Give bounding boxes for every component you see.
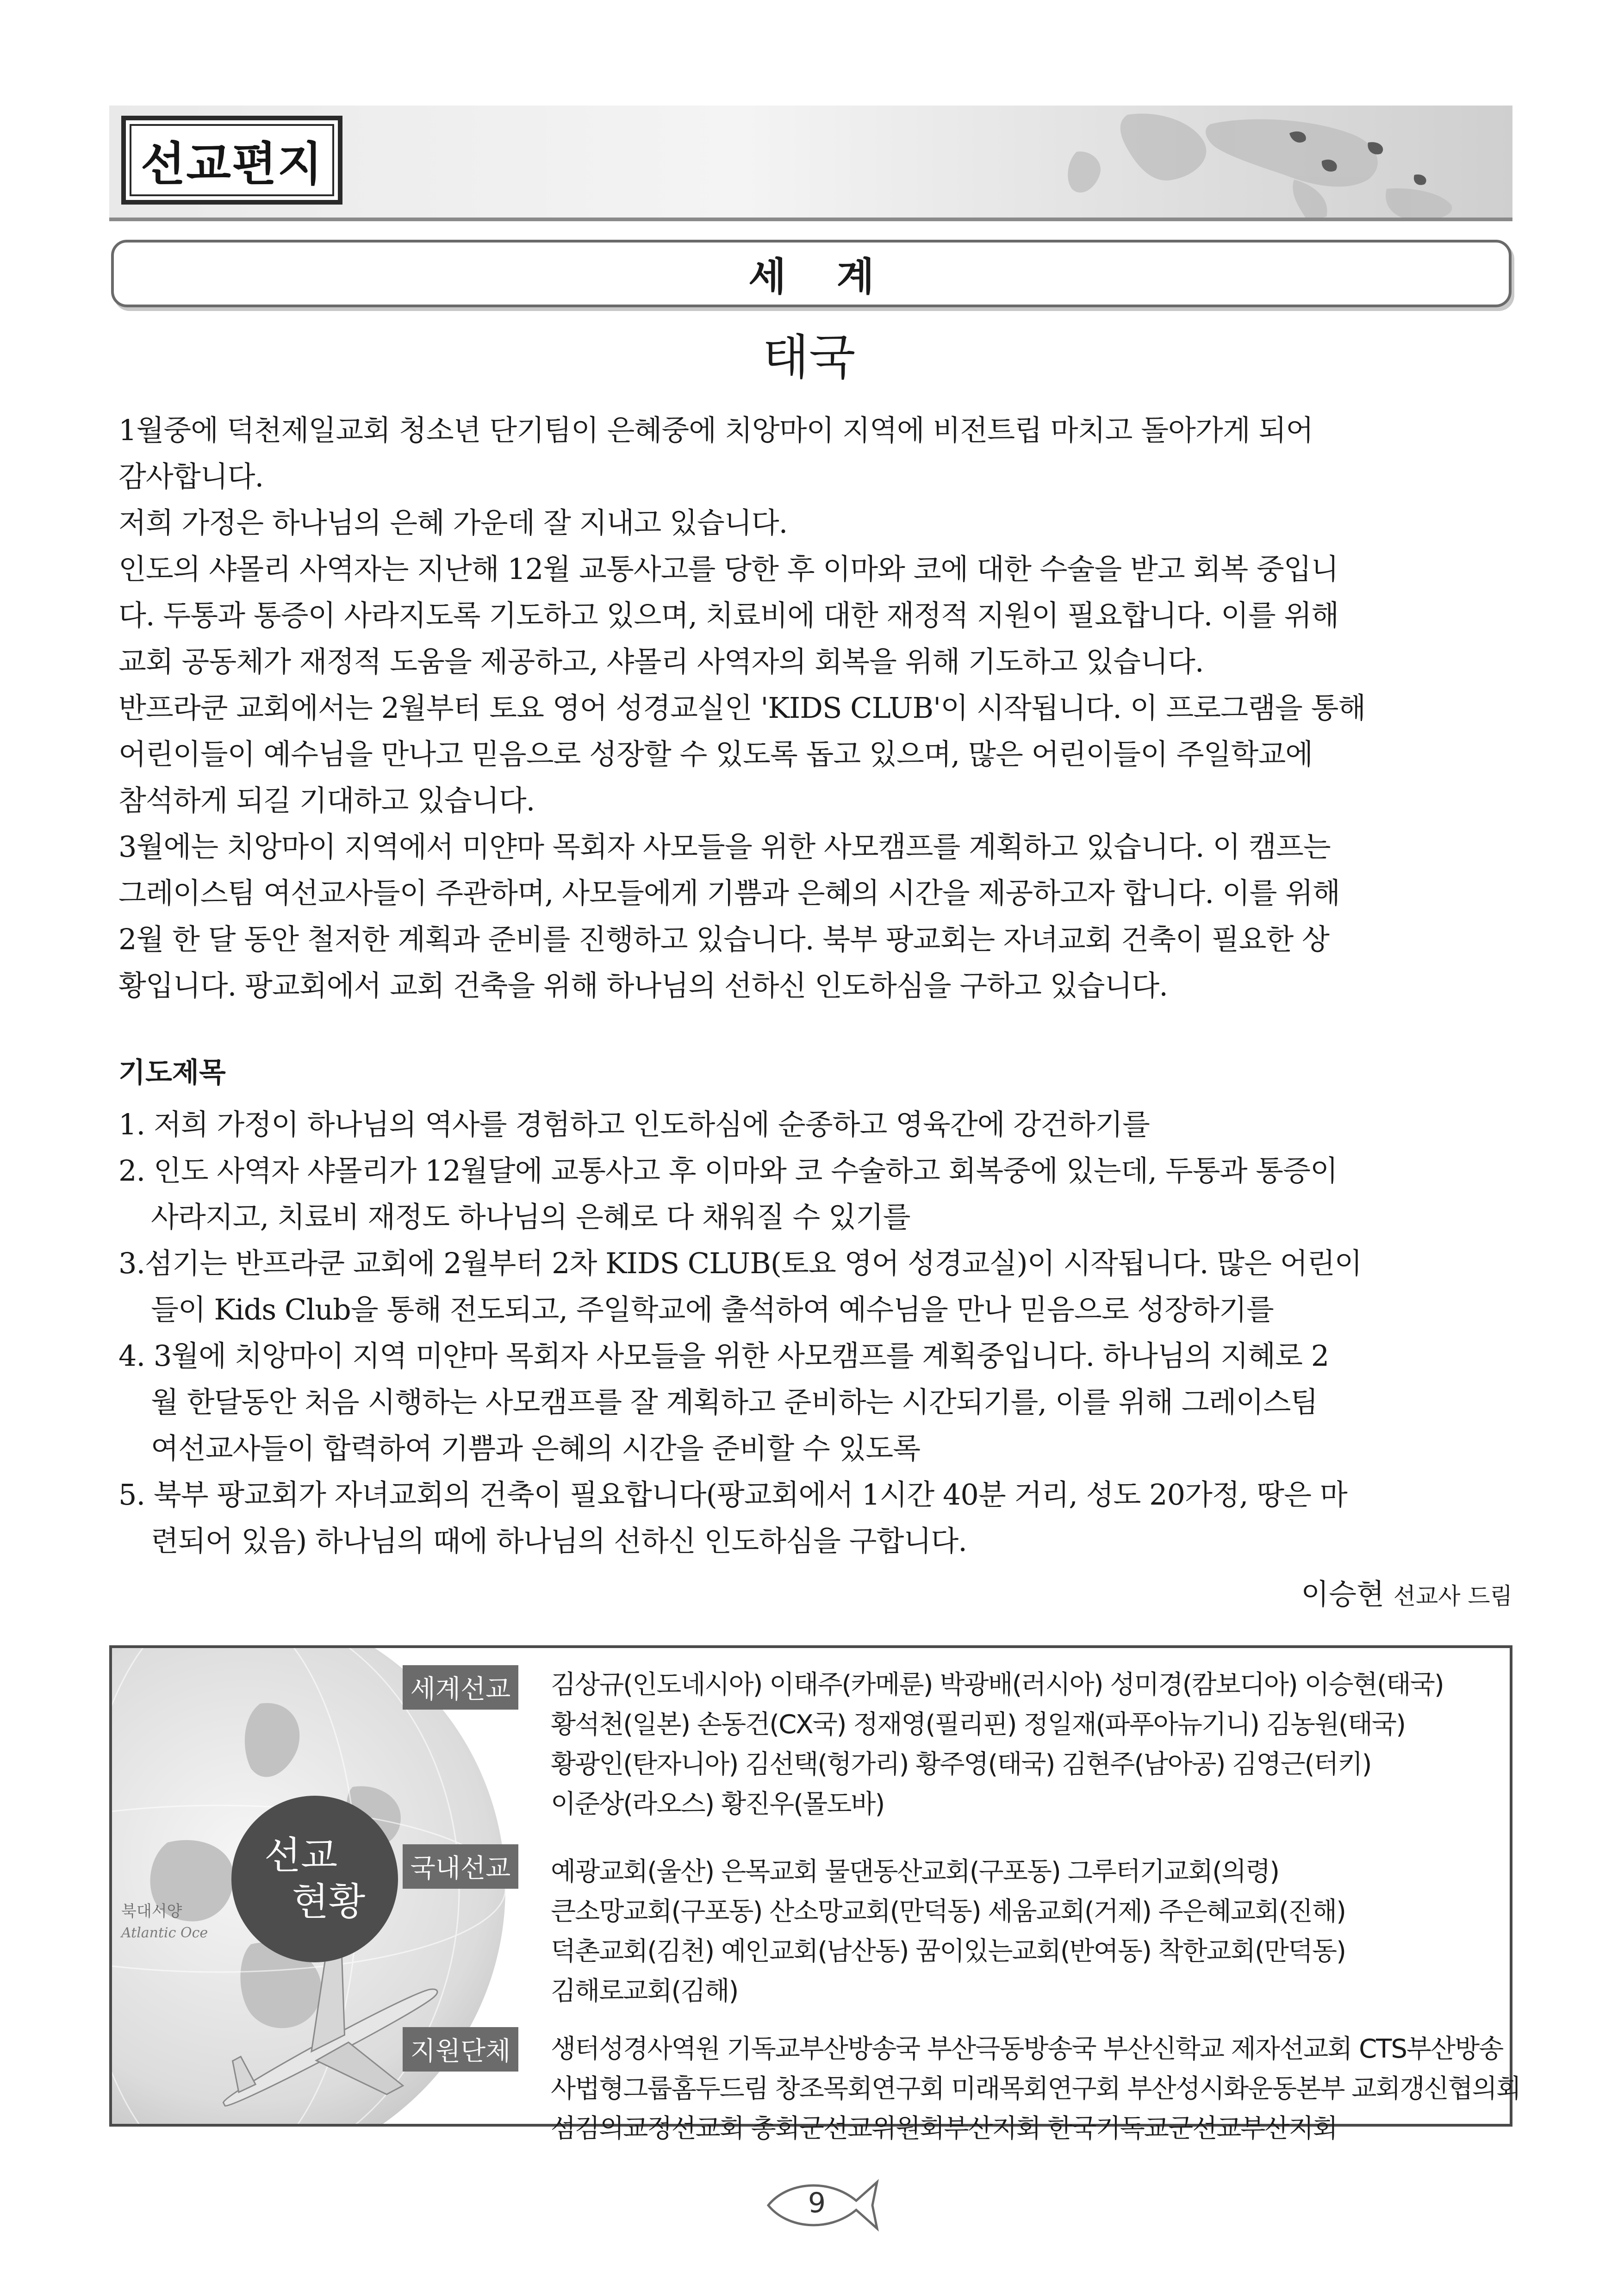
page-number: 9 [808,2187,826,2219]
category-tag-domestic: 국내선교 [403,1844,518,1889]
letter-line: 황입니다. 팡교회에서 교회 건축을 위해 하나님의 선하신 인도하심을 구하고 있습니다. [118,969,1168,1002]
category-line: 황석천(일본) 손동건(CX국) 정재영(필리핀) 정일재(파푸아뉴기니) 김농원(태국) [551,1710,1405,1740]
category-line: 생터성경사역원 기독교부산방송국 부산극동방송국 부산신학교 제자선교회 CTS부산방송 [551,2034,1503,2064]
signature-name: 이승현 [1301,1577,1384,1611]
badge-line-1: 선교 [264,1834,338,1878]
category-line: 예광교회(울산) 은목교회 물댄동산교회(구포동) 그루터기교회(의령) [551,1857,1279,1887]
category-list-domestic [551,1852,1504,2011]
prayer-item-continuation: 들이 Kids Club을 통해 전도되고, 주일학교에 출석하여 예수님을 만나 믿음으로 성장하기를 [151,1293,1274,1326]
letter-line: 어린이들이 예수님을 만나고 믿음으로 성장할 수 있도록 돕고 있으며, 많은 어린이들이 주일학교에 [118,737,1313,771]
prayer-item: 5. 북부 팡교회가 자녀교회의 건축이 필요합니다(팡교회에서 1시간 40분 거리, 성도 20가정, 땅은 마 [118,1478,1347,1512]
letter-line: 인도의 샤몰리 사역자는 지난해 12월 교통사고를 당한 후 이마와 코에 대한 수술을 받고 회복 중입니 [118,552,1338,586]
prayer-list [118,1101,1512,1564]
page-title-box [121,116,342,205]
category-line: 섬김의교정선교회 총회군선교위원회부산지회 한국기독교군선교부산지회 [551,2114,1337,2144]
section-header [111,240,1512,307]
globe-text-ocean-en: Atlantic Oce [121,1925,208,1941]
header-rule [109,218,1512,221]
category-line: 김상규(인도네시아) 이태주(카메룬) 박광배(러시아) 성미경(캄보디아) 이승현(태국) [551,1670,1444,1700]
letter-line: 반프라쿤 교회에서는 2월부터 토요 영어 성경교실인 'KIDS CLUB'이 시작됩니다. 이 프로그램을 통해 [118,691,1366,725]
letter-line: 1월중에 덕천제일교회 청소년 단기팀이 은혜중에 치앙마이 지역에 비전트립 마치고 돌아가게 되어 [118,413,1313,447]
prayer-item: 3.섬기는 반프라쿤 교회에 2월부터 2차 KIDS CLUB(토요 영어 성경교실)이 시작됩니다. 많은 어린이 [118,1246,1362,1280]
prayer-item-continuation: 사라지고, 치료비 재정도 하나님의 은혜로 다 채워질 수 있기를 [151,1200,910,1234]
prayer-heading: 기도제목 [118,1057,226,1089]
prayer-item-continuation: 련되어 있음) 하나님의 때에 하나님의 선하신 인도하심을 구합니다. [151,1524,967,1558]
category-tag-support: 지원단체 [403,2027,518,2072]
category-line: 이준상(라오스) 황진우(몰도바) [551,1789,884,1819]
prayer-item: 2. 인도 사역자 샤몰리가 12월달에 교통사고 후 이마와 코 수술하고 회복중에 있는데, 두통과 통증이 [118,1154,1338,1188]
category-list-world [551,1665,1504,1824]
letter-line: 그레이스팀 여선교사들이 주관하며, 사모들에게 기쁨과 은혜의 시간을 제공하고자 합니다. 이를 위해 [118,876,1340,910]
section-label: 세 계 [748,254,893,299]
prayer-item-continuation: 여선교사들이 합력하여 기쁨과 은혜의 시간을 준비할 수 있도록 [151,1431,921,1465]
page-title: 선교편지 [140,137,324,191]
letter-line: 3월에는 치앙마이 지역에서 미얀마 목회자 사모들을 위한 사모캠프를 계획하고 있습니다. 이 캠프는 [118,830,1331,864]
category-tag-world: 세계선교 [403,1665,518,1710]
prayer-item: 4. 3월에 치앙마이 지역 미얀마 목회자 사모들을 위한 사모캠프를 계획중입니다. 하나님의 지혜로 2 [118,1339,1329,1373]
letter-line: 교회 공동체가 재정적 도움을 제공하고, 샤몰리 사역자의 회복을 위해 기도하고 있습니다. [118,645,1204,678]
letter-line: 참석하게 되길 기대하고 있습니다. [118,784,535,817]
globe-text-ocean-ko: 북대서양 [121,1902,182,1921]
category-line: 사법형그룹홈두드림 창조목회연구회 미래목회연구회 부산성시화운동본부 교회갱신협의회 [551,2074,1520,2104]
signature [1301,1571,1512,1612]
letter-line: 다. 두통과 통증이 사라지도록 기도하고 있으며, 치료비에 대한 재정적 지원이 필요합니다. 이를 위해 [118,598,1339,632]
prayer-item: 1. 저희 가정이 하나님의 역사를 경험하고 인도하심에 순종하고 영육간에 강건하기를 [118,1108,1150,1141]
country-heading: 태국 [762,329,856,386]
letter-body [118,407,1512,1009]
signature-role: 선교사 드림 [1393,1583,1512,1610]
category-list-support [551,2029,1520,2149]
prayer-item-continuation: 월 한달동안 처음 시행하는 사모캠프를 잘 계획하고 준비하는 시간되기를, 이를 위해 그레이스팀 [151,1385,1318,1419]
category-line: 황광인(탄자니아) 김선택(헝가리) 황주영(태국) 김현주(남아공) 김영근(터키) [551,1749,1371,1780]
letter-line: 저희 가정은 하나님의 은혜 가운데 잘 지내고 있습니다. [118,506,788,540]
category-line: 김해로교회(김해) [551,1976,738,2006]
category-line: 덕촌교회(김천) 예인교회(남산동) 꿈이있는교회(반여동) 착한교회(만덕동) [551,1936,1345,1966]
mission-status-badge [231,1796,398,1962]
letter-line: 2월 한 달 동안 철저한 계획과 준비를 진행하고 있습니다. 북부 팡교회는 자녀교회 건축이 필요한 상 [118,922,1329,956]
badge-line-2: 현황 [292,1880,366,1924]
category-line: 큰소망교회(구포동) 산소망교회(만덕동) 세움교회(거제) 주은혜교회(진해) [551,1897,1345,1927]
letter-line: 감사합니다. [118,460,264,493]
